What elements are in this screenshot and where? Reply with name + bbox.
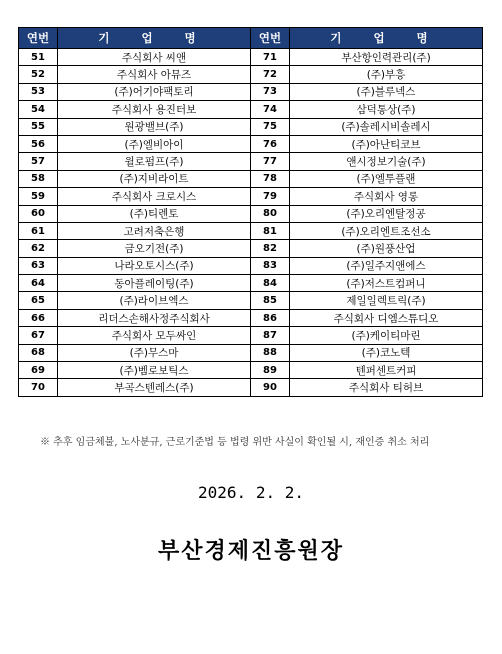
row-company-left: 리더스손해사정주식회사 xyxy=(58,309,251,326)
table-row xyxy=(19,66,483,83)
row-company-left: 주식회사 용진터보 xyxy=(58,101,251,118)
row-company-right: (주)코노텍 xyxy=(290,344,483,361)
row-number-right: 87 xyxy=(251,327,290,344)
row-number-right: 84 xyxy=(251,275,290,292)
row-number-right: 79 xyxy=(251,188,290,205)
row-number-right: 71 xyxy=(251,49,290,66)
row-number-left: 66 xyxy=(19,309,58,326)
row-company-left: 주식회사 크로시스 xyxy=(58,188,251,205)
row-number-left: 53 xyxy=(19,83,58,100)
row-company-left: (주)지비라이트 xyxy=(58,170,251,187)
row-company-right: (주)저스트컴퍼니 xyxy=(290,275,483,292)
disclaimer-note: ※ 추후 임금체불, 노사분규, 근로기준법 등 법령 위반 사실이 확인될 시, 재인증 취소 처리 xyxy=(40,437,430,448)
table-row xyxy=(19,188,483,205)
row-number-left: 62 xyxy=(19,240,58,257)
table-row xyxy=(19,362,483,379)
row-company-left: 금오기전(주) xyxy=(58,240,251,257)
row-number-left: 69 xyxy=(19,362,58,379)
header-number-right: 연번 xyxy=(251,28,290,49)
row-company-right: (주)오리엔트조선소 xyxy=(290,222,483,239)
row-company-right: 텐퍼센트커피 xyxy=(290,362,483,379)
table-row xyxy=(19,170,483,187)
row-number-left: 51 xyxy=(19,49,58,66)
row-company-left: 윌로펌프(주) xyxy=(58,153,251,170)
row-number-left: 64 xyxy=(19,275,58,292)
header-company-right: 기 업 명 xyxy=(290,28,483,49)
row-number-left: 60 xyxy=(19,205,58,222)
row-number-right: 72 xyxy=(251,66,290,83)
row-number-right: 75 xyxy=(251,118,290,135)
row-number-left: 61 xyxy=(19,222,58,239)
row-number-left: 57 xyxy=(19,153,58,170)
row-company-right: (주)엘투플랜 xyxy=(290,170,483,187)
row-number-left: 52 xyxy=(19,66,58,83)
row-number-right: 83 xyxy=(251,257,290,274)
row-number-left: 59 xyxy=(19,188,58,205)
row-company-right: (주)부흥 xyxy=(290,66,483,83)
row-company-right: (주)케이티마린 xyxy=(290,327,483,344)
row-number-left: 63 xyxy=(19,257,58,274)
issuer-title: 부산경제진흥원장 xyxy=(157,538,345,564)
row-number-right: 77 xyxy=(251,153,290,170)
row-number-right: 89 xyxy=(251,362,290,379)
row-number-right: 82 xyxy=(251,240,290,257)
row-number-right: 88 xyxy=(251,344,290,361)
row-company-left: 동아플레이팅(주) xyxy=(58,275,251,292)
row-company-right: (주)원풍산업 xyxy=(290,240,483,257)
table-row xyxy=(19,205,483,222)
row-company-right: (주)오리엔탈정공 xyxy=(290,205,483,222)
table-row xyxy=(19,83,483,100)
table-header-row xyxy=(19,28,483,49)
row-company-left: (주)어기야팩토리 xyxy=(58,83,251,100)
row-company-right: 주식회사 영롱 xyxy=(290,188,483,205)
row-number-right: 86 xyxy=(251,309,290,326)
row-number-left: 70 xyxy=(19,379,58,396)
row-company-right: (주)일주지앤에스 xyxy=(290,257,483,274)
row-company-right: 앤시정보기술(주) xyxy=(290,153,483,170)
row-number-right: 90 xyxy=(251,379,290,396)
row-company-right: 제일일렉트릭(주) xyxy=(290,292,483,309)
row-company-right: (주)솔레시비솔레시 xyxy=(290,118,483,135)
row-number-left: 65 xyxy=(19,292,58,309)
row-number-right: 78 xyxy=(251,170,290,187)
row-number-left: 58 xyxy=(19,170,58,187)
row-company-right: 삼덕통상(주) xyxy=(290,101,483,118)
row-company-left: 주식회사 씨앤 xyxy=(58,49,251,66)
table-row xyxy=(19,344,483,361)
row-number-right: 73 xyxy=(251,83,290,100)
row-company-left: 나라오토시스(주) xyxy=(58,257,251,274)
table-row xyxy=(19,240,483,257)
company-list-table xyxy=(18,27,483,397)
row-number-left: 55 xyxy=(19,118,58,135)
row-company-left: (주)무스마 xyxy=(58,344,251,361)
table-row xyxy=(19,49,483,66)
header-company-left: 기 업 명 xyxy=(58,28,251,49)
issue-date: 2026. 2. 2. xyxy=(198,483,304,502)
row-company-right: (주)블루넥스 xyxy=(290,83,483,100)
row-company-left: 부곡스텐레스(주) xyxy=(58,379,251,396)
table-row xyxy=(19,309,483,326)
row-company-left: 고려저축은행 xyxy=(58,222,251,239)
table-row xyxy=(19,135,483,152)
table-row xyxy=(19,118,483,135)
row-number-right: 80 xyxy=(251,205,290,222)
row-number-right: 81 xyxy=(251,222,290,239)
row-number-right: 74 xyxy=(251,101,290,118)
table-row xyxy=(19,153,483,170)
table-row xyxy=(19,222,483,239)
row-number-left: 54 xyxy=(19,101,58,118)
row-company-left: (주)라이브엑스 xyxy=(58,292,251,309)
row-number-left: 67 xyxy=(19,327,58,344)
row-number-right: 76 xyxy=(251,135,290,152)
row-number-right: 85 xyxy=(251,292,290,309)
row-company-left: 주식회사 아뮤즈 xyxy=(58,66,251,83)
row-company-left: (주)티렌토 xyxy=(58,205,251,222)
table-row xyxy=(19,257,483,274)
header-number-left: 연번 xyxy=(19,28,58,49)
row-number-left: 56 xyxy=(19,135,58,152)
table-row xyxy=(19,292,483,309)
table-row xyxy=(19,379,483,396)
row-company-right: 주식회사 디엠스튜디오 xyxy=(290,309,483,326)
table-row xyxy=(19,275,483,292)
row-company-left: (주)벰로보틱스 xyxy=(58,362,251,379)
row-company-left: (주)엘비아이 xyxy=(58,135,251,152)
row-company-right: (주)아난티코브 xyxy=(290,135,483,152)
row-company-left: 원광밸브(주) xyxy=(58,118,251,135)
row-company-right: 부산항인력관리(주) xyxy=(290,49,483,66)
row-company-right: 주식회사 티허브 xyxy=(290,379,483,396)
row-number-left: 68 xyxy=(19,344,58,361)
table-row xyxy=(19,101,483,118)
row-company-left: 주식회사 모두싸인 xyxy=(58,327,251,344)
table-row xyxy=(19,327,483,344)
